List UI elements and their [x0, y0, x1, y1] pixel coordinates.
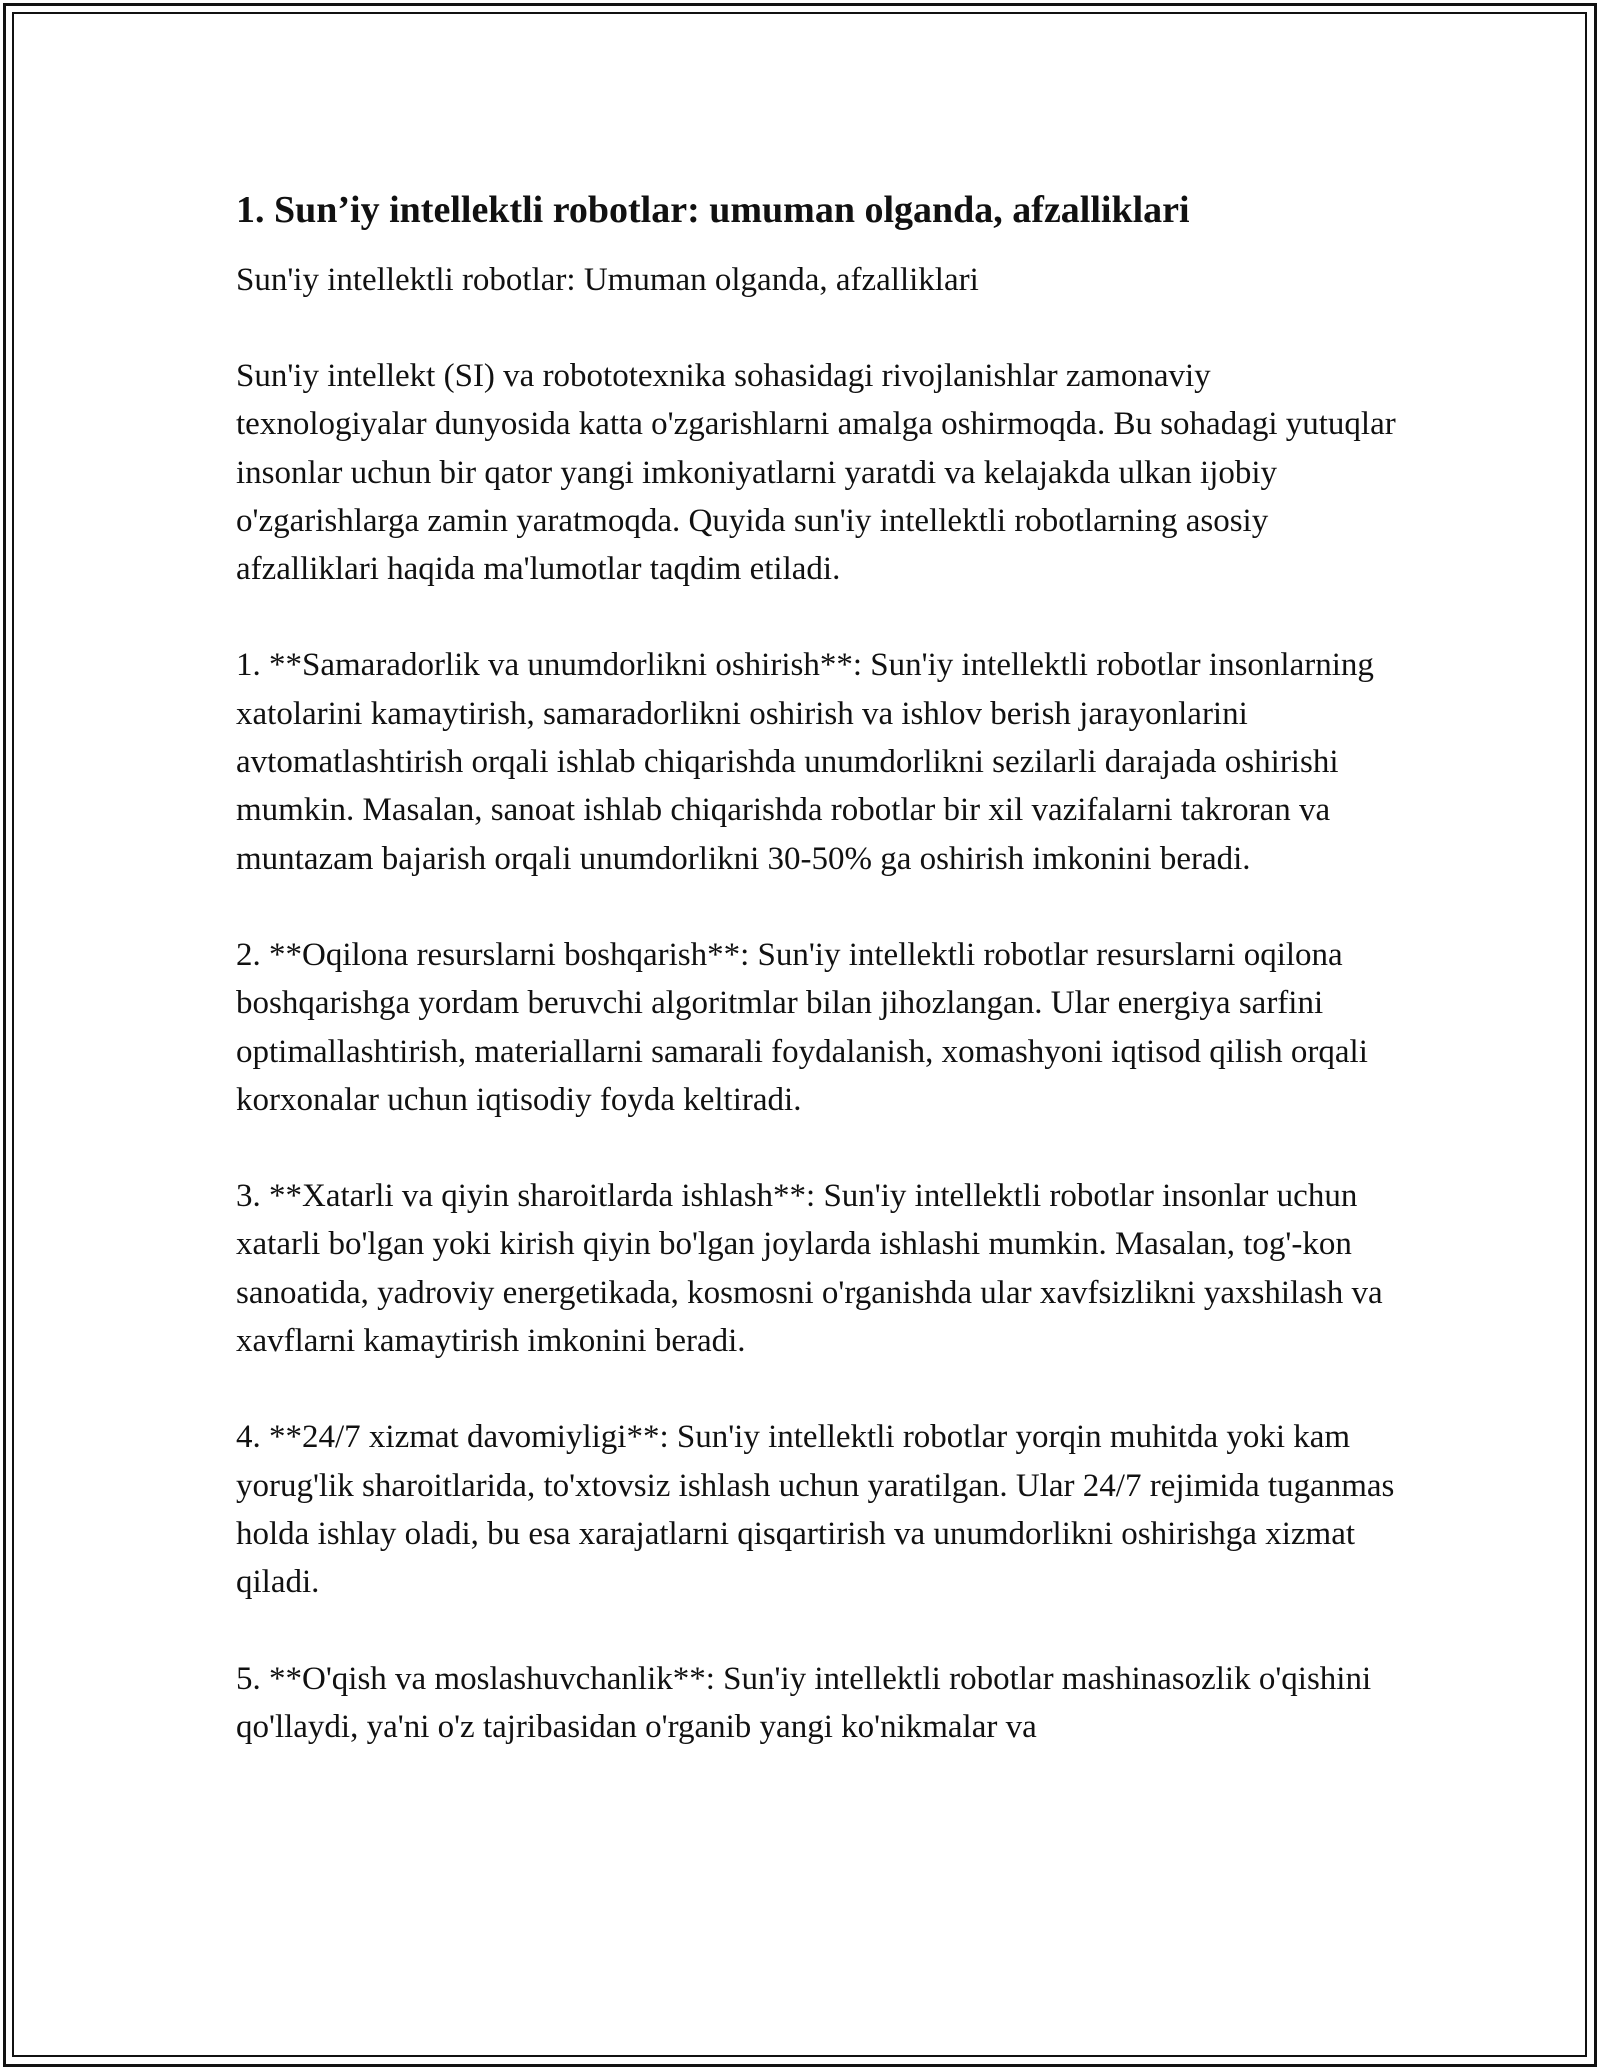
document-body — [236, 186, 1396, 1799]
point-4-paragraph: 4. **24/7 xizmat davomiyligi**: Sun'iy intellektli robotlar yorqin muhitda yoki kam yorug'lik sharoitlarida, to'xtovsiz ishlash uchun yaratilgan. Ular 24/7 rejimida tuganmas holda ishlay oladi, bu esa xarajatlarni qisqartirish va unumdorlikni oshirishga xizmat qiladi. — [236, 1419, 1395, 1601]
point-5-paragraph: 5. **O'qish va moslashuvchanlik**: Sun'iy intellektli robotlar mashinasozlik o'qishini qo'llaydi, ya'ni o'z tajribasidan o'rganib yangi ko'nikmalar va — [236, 1660, 1372, 1745]
document-subtitle: Sun'iy intellektli robotlar: Umuman olganda, afzalliklari — [236, 262, 979, 298]
point-2-paragraph: 2. **Oqilona resurslarni boshqarish**: Sun'iy intellektli robotlar resurslarni oqilona boshqarishga yordam beruvchi algoritmlar bilan jihozlangan. Ular energiya sarfini optimallashtirish, materiallarni samarali foydalanish, xomashyoni iqtisod qilish orqali korxonalar uchun iqtisodiy foyda keltiradi. — [236, 936, 1368, 1118]
intro-paragraph: Sun'iy intellekt (SI) va robototexnika sohasidagi rivojlanishlar zamonaviy texnologiyalar dunyosida katta o'zgarishlarni amalga oshirmoqda. Bu sohadagi yutuqlar insonlar uchun bir qator yangi imkoniyatlarni yaratdi va kelajakda ulkan ijobiy o'zgarishlarga zamin yaratmoqda. Quyida sun'iy intellektli robotlarning asosiy afzalliklari haqida ma'lumotlar taqdim etiladi. — [236, 358, 1396, 588]
point-3-paragraph: 3. **Xatarli va qiyin sharoitlarda ishlash**: Sun'iy intellektli robotlar insonlar uchun xatarli bo'lgan yoki kirish qiyin bo'lgan joylarda ishlashi mumkin. Masalan, tog'-kon sanoatida, yadroviy energetikada, kosmosni o'rganishda ular xavfsizlikni yaxshilash va xavflarni kamaytirish imkonini beradi. — [236, 1178, 1383, 1360]
point-1-paragraph: 1. **Samaradorlik va unumdorlikni oshirish**: Sun'iy intellektli robotlar insonlarning xatolarini kamaytirish, samaradorlikni oshirish va ishlov berish jarayonlarini avtomatlashtirish orqali ishlab chiqarishda unumdorlikni sezilarli darajada oshirishi mumkin. Masalan, sanoat ishlab chiqarishda robotlar bir xil vazifalarni takroran va muntazam bajarish orqali unumdorlikni 30-50% ga oshirish imkonini beradi. — [236, 647, 1374, 877]
document-heading: 1. Sun’iy intellektli robotlar: umuman olganda, afzalliklari — [236, 189, 1190, 231]
